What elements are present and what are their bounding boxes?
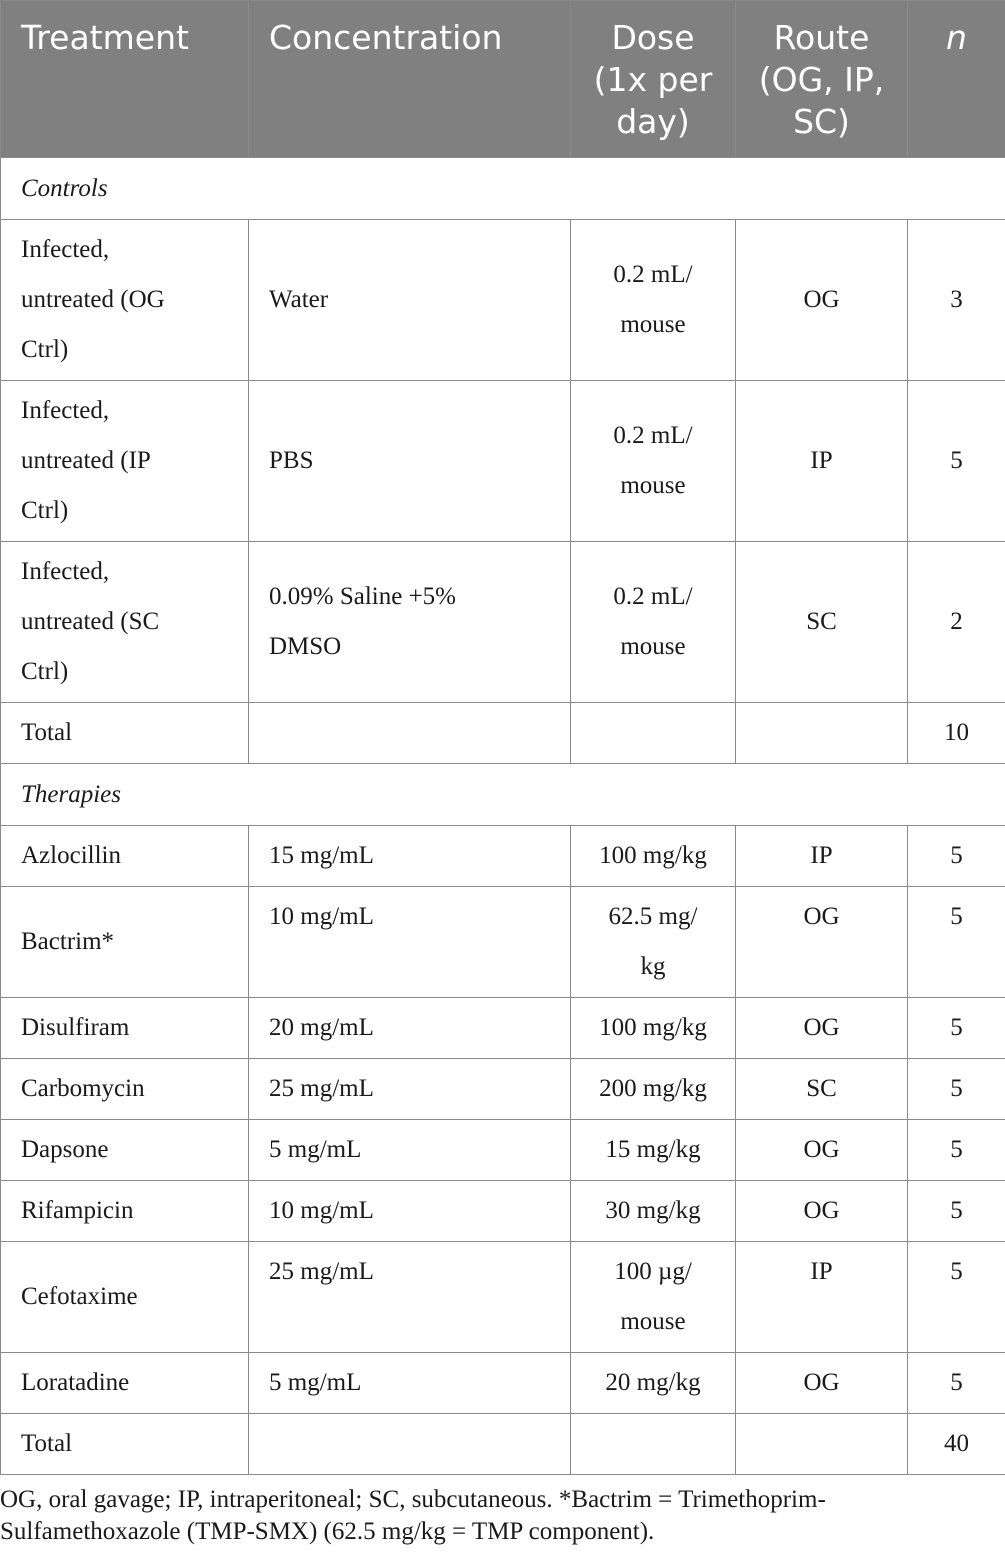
section-row-therapies bbox=[1, 764, 1005, 826]
treatment-cell bbox=[1, 381, 249, 542]
dose-line: 0.2 mL/ bbox=[613, 422, 693, 449]
treatment-line: Infected, bbox=[21, 236, 110, 263]
dose-line: 0.2 mL/ bbox=[613, 261, 693, 288]
route-cell: OG bbox=[736, 1181, 908, 1242]
section-row-controls bbox=[1, 158, 1005, 220]
route-cell: OG bbox=[736, 1120, 908, 1181]
dose-cell bbox=[571, 542, 736, 703]
treatment-line: untreated (OG bbox=[21, 286, 165, 313]
route-cell: SC bbox=[736, 1059, 908, 1120]
concentration-cell: 15 mg/mL bbox=[249, 826, 571, 887]
n-cell: 5 bbox=[908, 998, 1005, 1059]
route-cell: IP bbox=[736, 381, 908, 542]
concentration-cell bbox=[249, 542, 571, 703]
header-treatment: Treatment bbox=[1, 1, 249, 158]
concentration-cell: 25 mg/mL bbox=[249, 1242, 571, 1353]
empty-cell bbox=[736, 1414, 908, 1475]
treatment-line: Ctrl) bbox=[21, 658, 69, 685]
total-label: Total bbox=[1, 703, 249, 764]
treatment-line: Infected, bbox=[21, 558, 110, 585]
table-row bbox=[1, 1181, 1005, 1242]
n-cell: 5 bbox=[908, 381, 1005, 542]
table-row bbox=[1, 1059, 1005, 1120]
n-cell: 5 bbox=[908, 887, 1005, 998]
header-row bbox=[1, 1, 1005, 158]
dose-line: kg bbox=[640, 953, 666, 980]
concentration-cell: 5 mg/mL bbox=[249, 1120, 571, 1181]
dose-line: mouse bbox=[620, 472, 686, 499]
treatment-cell: Dapsone bbox=[1, 1120, 249, 1181]
header-route bbox=[736, 1, 908, 158]
table-row bbox=[1, 1242, 1005, 1353]
dose-cell bbox=[571, 381, 736, 542]
concentration-cell: Water bbox=[249, 220, 571, 381]
treatment-cell: Loratadine bbox=[1, 1353, 249, 1414]
treatment-cell: Azlocillin bbox=[1, 826, 249, 887]
table-row bbox=[1, 381, 1005, 542]
dose-cell: 100 mg/kg bbox=[571, 826, 736, 887]
treatment-cell: Bactrim* bbox=[1, 887, 249, 998]
empty-cell bbox=[736, 703, 908, 764]
header-route-line: Route bbox=[773, 18, 870, 57]
header-n: n bbox=[908, 1, 1005, 158]
table-row bbox=[1, 1120, 1005, 1181]
empty-cell bbox=[249, 703, 571, 764]
treatment-line: untreated (IP bbox=[21, 447, 151, 474]
n-cell: 5 bbox=[908, 1059, 1005, 1120]
empty-cell bbox=[571, 703, 736, 764]
treatment-cell: Carbomycin bbox=[1, 1059, 249, 1120]
treatment-line: Ctrl) bbox=[21, 497, 69, 524]
treatment-line: untreated (SC bbox=[21, 608, 160, 635]
total-row-controls bbox=[1, 703, 1005, 764]
route-cell: OG bbox=[736, 887, 908, 998]
empty-cell bbox=[249, 1414, 571, 1475]
dose-cell: 200 mg/kg bbox=[571, 1059, 736, 1120]
dose-cell bbox=[571, 220, 736, 381]
table-row bbox=[1, 1353, 1005, 1414]
concentration-line: DMSO bbox=[269, 633, 342, 660]
table-row bbox=[1, 220, 1005, 381]
route-cell: SC bbox=[736, 542, 908, 703]
treatment-line: Infected, bbox=[21, 397, 110, 424]
n-cell: 5 bbox=[908, 826, 1005, 887]
footnote bbox=[0, 1484, 1005, 1548]
treatment-cell: Disulfiram bbox=[1, 998, 249, 1059]
header-dose-line: day) bbox=[616, 102, 690, 141]
n-cell: 3 bbox=[908, 220, 1005, 381]
route-cell: IP bbox=[736, 826, 908, 887]
dose-cell: 30 mg/kg bbox=[571, 1181, 736, 1242]
concentration-cell: 20 mg/mL bbox=[249, 998, 571, 1059]
header-dose bbox=[571, 1, 736, 158]
dose-line: mouse bbox=[620, 1308, 686, 1335]
treatment-cell bbox=[1, 220, 249, 381]
dose-line: mouse bbox=[620, 311, 686, 338]
total-n: 10 bbox=[908, 703, 1005, 764]
empty-cell bbox=[571, 1414, 736, 1475]
treatment-line: Ctrl) bbox=[21, 336, 69, 363]
n-cell: 2 bbox=[908, 542, 1005, 703]
dose-cell bbox=[571, 1242, 736, 1353]
concentration-line: 0.09% Saline +5% bbox=[269, 583, 456, 610]
table-row bbox=[1, 998, 1005, 1059]
treatment-cell: Rifampicin bbox=[1, 1181, 249, 1242]
route-cell: OG bbox=[736, 998, 908, 1059]
n-cell: 5 bbox=[908, 1242, 1005, 1353]
route-cell: IP bbox=[736, 1242, 908, 1353]
dose-line: 0.2 mL/ bbox=[613, 583, 693, 610]
treatment-cell bbox=[1, 542, 249, 703]
section-label-controls: Controls bbox=[1, 158, 1005, 220]
treatment-cell: Cefotaxime bbox=[1, 1242, 249, 1353]
n-cell: 5 bbox=[908, 1181, 1005, 1242]
dose-cell: 20 mg/kg bbox=[571, 1353, 736, 1414]
table-row bbox=[1, 542, 1005, 703]
route-cell: OG bbox=[736, 1353, 908, 1414]
footnote-line: OG, oral gavage; IP, intraperitoneal; SC, subcutaneous. *Bactrim = Trimethoprim- bbox=[0, 1486, 826, 1513]
concentration-cell: 10 mg/mL bbox=[249, 1181, 571, 1242]
dose-cell: 15 mg/kg bbox=[571, 1120, 736, 1181]
dose-cell bbox=[571, 887, 736, 998]
concentration-cell: 5 mg/mL bbox=[249, 1353, 571, 1414]
section-label-therapies: Therapies bbox=[1, 764, 1005, 826]
total-label: Total bbox=[1, 1414, 249, 1475]
n-cell: 5 bbox=[908, 1353, 1005, 1414]
route-cell: OG bbox=[736, 220, 908, 381]
header-route-line: SC) bbox=[793, 102, 850, 141]
dose-cell: 100 mg/kg bbox=[571, 998, 736, 1059]
header-route-line: (OG, IP, bbox=[758, 60, 885, 99]
total-row-therapies bbox=[1, 1414, 1005, 1475]
footnote-line: Sulfamethoxazole (TMP-SMX) (62.5 mg/kg = TMP component). bbox=[0, 1518, 655, 1545]
table-row bbox=[1, 826, 1005, 887]
header-dose-line: (1x per bbox=[593, 60, 713, 99]
concentration-cell: PBS bbox=[249, 381, 571, 542]
dose-line: 62.5 mg/ bbox=[608, 903, 698, 930]
table-row bbox=[1, 887, 1005, 998]
dose-line: 100 µg/ bbox=[614, 1258, 692, 1285]
header-concentration: Concentration bbox=[249, 1, 571, 158]
total-n: 40 bbox=[908, 1414, 1005, 1475]
n-cell: 5 bbox=[908, 1120, 1005, 1181]
header-dose-line: Dose bbox=[611, 18, 695, 57]
concentration-cell: 10 mg/mL bbox=[249, 887, 571, 998]
concentration-cell: 25 mg/mL bbox=[249, 1059, 571, 1120]
dose-line: mouse bbox=[620, 633, 686, 660]
